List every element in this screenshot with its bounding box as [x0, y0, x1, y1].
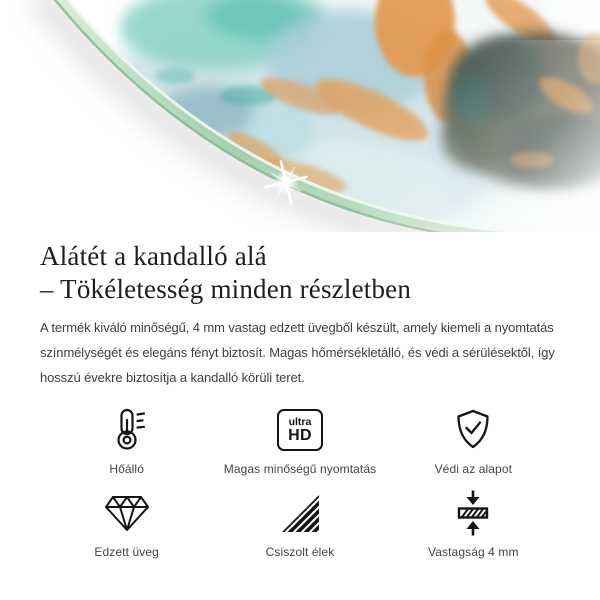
feature-item-thickness	[387, 489, 560, 559]
ultra-hd-icon	[277, 406, 323, 454]
page-title	[40, 240, 560, 306]
feature-item-tempered-glass	[40, 489, 213, 559]
page-title-line2: – Tökéletesség minden részletben	[40, 274, 412, 304]
feature-grid	[40, 406, 560, 559]
feature-label: Magas minőségű nyomtatás	[223, 462, 377, 476]
product-description: A termék kiváló minőségű, 4 mm vastag edzett üvegből készült, amely kiemeli a nyomtatás színmélységét és elegáns fényt biztosít. Magas hőmérsékletálló, és védi a sérülésektől, így hosszú évekre biztosítja a kandalló körüli teret.	[40, 320, 555, 385]
ultra-hd-icon-top-text: ultra	[288, 415, 312, 428]
page-title-line1: Alátét a kandalló alá	[40, 241, 267, 271]
ultra-hd-icon-bottom-text: HD	[288, 426, 312, 444]
diamond-icon	[103, 489, 151, 537]
feature-label: Csiszolt élek	[265, 545, 335, 559]
polished-edges-icon	[278, 489, 322, 537]
feature-item-polished-edges	[213, 489, 386, 559]
feature-label: Védi az alapot	[434, 462, 513, 476]
thermometer-icon	[105, 406, 149, 454]
feature-label: Vastagság 4 mm	[428, 545, 519, 559]
shield-check-icon	[451, 406, 495, 454]
feature-item-base-protection	[387, 406, 560, 476]
product-image	[0, 0, 600, 232]
feature-item-heat-resistant	[40, 406, 213, 476]
product-photo	[0, 0, 600, 232]
thickness-icon	[451, 489, 495, 537]
product-content	[0, 240, 600, 559]
feature-label: Edzett üveg	[94, 545, 159, 559]
feature-label: Hőálló	[109, 462, 144, 476]
feature-item-print-quality	[213, 406, 386, 476]
